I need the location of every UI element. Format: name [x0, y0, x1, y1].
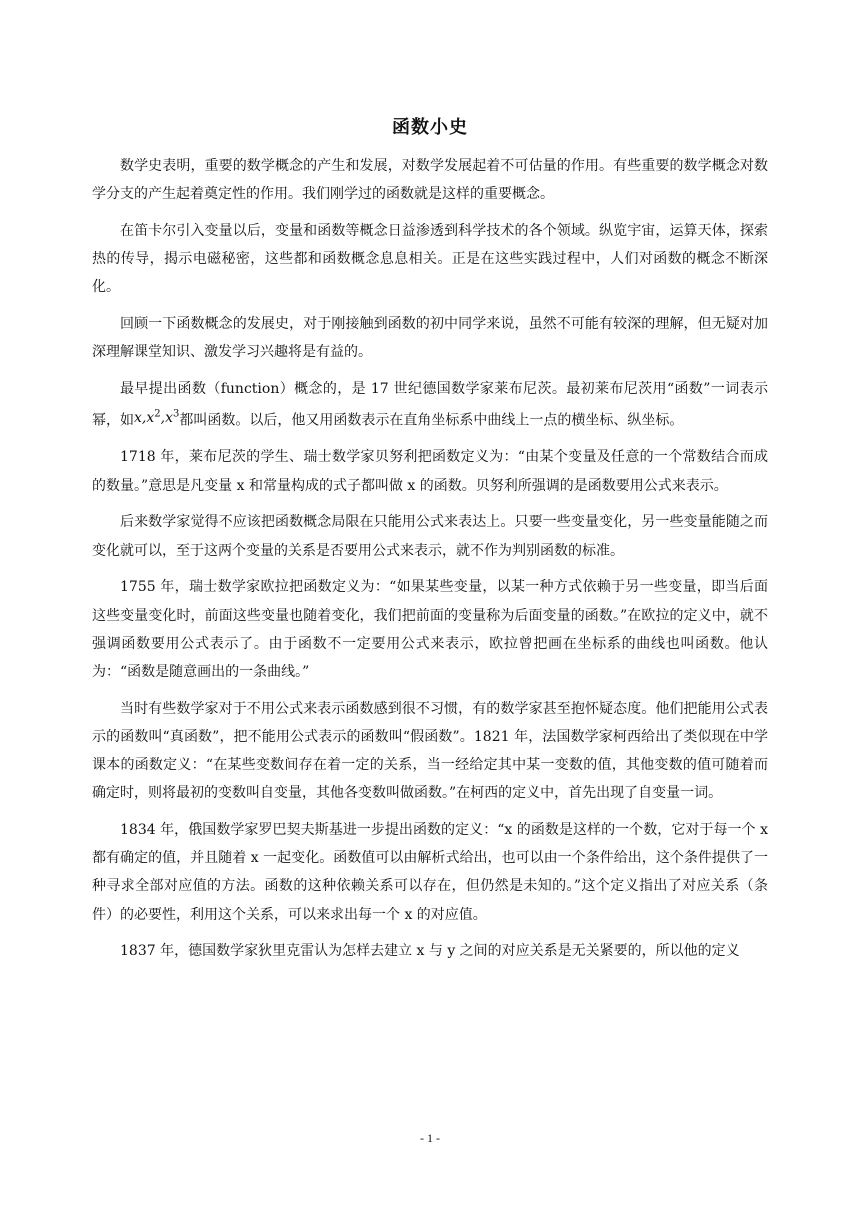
paragraph-6: 后来数学家觉得不应该把函数概念局限在只能用公式来表达上。只要一些变量变化，另一些变量能随之而变化就可以，至于这两个变量的关系是否要用公式来表示，就不作为判别函数的标准。	[92, 514, 768, 559]
paragraph-8: 当时有些数学家对于不用公式来表示函数感到很不习惯，有的数学家甚至抱怀疑态度。他们把能用公式表示的函数叫“真函数”，把不能用公式表示的函数叫“假函数”。1821 年，法国数学家柯西给出了类似现在中学课本的函数定义：“在某些变数间存在着一定的关系，当一经给定其中某一变数的值，其他变数的值可随着而确定时，则将最初的变数叫自变量，其他各变数叫做函数。”在柯西的定义中，首先出现了自变量一词。	[92, 700, 768, 802]
paragraph-4-text-b: 都叫函数。以后，他又用函数表示在直角坐标系中曲线上一点的横坐标、纵坐标。	[179, 412, 684, 429]
paragraph-1: 数学史表明，重要的数学概念的产生和发展，对数学发展起着不可估量的作用。有些重要的数学概念对数学分支的产生起着奠定性的作用。我们刚学过的函数就是这样的重要概念。	[92, 158, 768, 203]
paragraph-9: 1834 年，俄国数学家罗巴契夫斯基进一步提出函数的定义：“x 的函数是这样的一个数，它对于每一个 x 都有确定的值，并且随着 x 一起变化。函数值可以由解析式给出，也可以由一个条件给出，这个条件提供了一种寻求全部对应值的方法。函数的这种依赖关系可以存在，但仍然是未知的。”这个定义指出了对应关系（条件）的必要性，利用这个关系，可以来求出每一个 x 的对应值。	[92, 821, 768, 923]
math-expression: $x,x^2,x^3$	[134, 408, 180, 426]
paragraph-4-text-a: 最早提出函数（function）概念的，是 17 世纪德国数学家莱布尼茨。最初莱布尼茨用“函数”一词表示幂，如	[92, 380, 768, 429]
paragraph-7: 1755 年，瑞士数学家欧拉把函数定义为：“如果某些变量，以某一种方式依赖于另一些变量，即当后面这些变量变化时，前面这些变量也随着变化，我们把前面的变量称为后面变量的函数。”在欧拉的定义中，就不强调函数要用公式表示了。由于函数不一定要用公式来表示，欧拉曾把画在坐标系的曲线也叫函数。他认为：“函数是随意画出的一条曲线。”	[92, 579, 768, 680]
page-title: 函数小史	[392, 117, 468, 138]
document-body	[92, 152, 768, 974]
paragraph-5: 1718 年，莱布尼茨的学生、瑞士数学家贝努利把函数定义为：“由某个变量及任意的一个常数结合而成的数量。”意思是凡变量 x 和常量构成的式子都叫做 x 的函数。贝努利所强调的是函数要用公式来表示。	[92, 449, 768, 494]
paragraph-2: 在笛卡尔引入变量以后，变量和函数等概念日益渗透到科学技术的各个领域。纵览宇宙，运算天体，探索热的传导，揭示电磁秘密，这些都和函数概念息息相关。正是在这些实践过程中，人们对函数的概念不断深化。	[92, 222, 768, 296]
page-number: - 1 -	[420, 1131, 440, 1145]
paragraph-4	[92, 375, 768, 435]
paragraph-10: 1837 年，德国数学家狄里克雷认为怎样去建立 x 与 y 之间的对应关系是无关紧要的，所以他的定义	[120, 943, 740, 960]
paragraph-3: 回顾一下函数概念的发展史，对于刚接触到函数的初中同学来说，虽然不可能有较深的理解，但无疑对加深理解课堂知识、激发学习兴趣将是有益的。	[92, 316, 768, 361]
